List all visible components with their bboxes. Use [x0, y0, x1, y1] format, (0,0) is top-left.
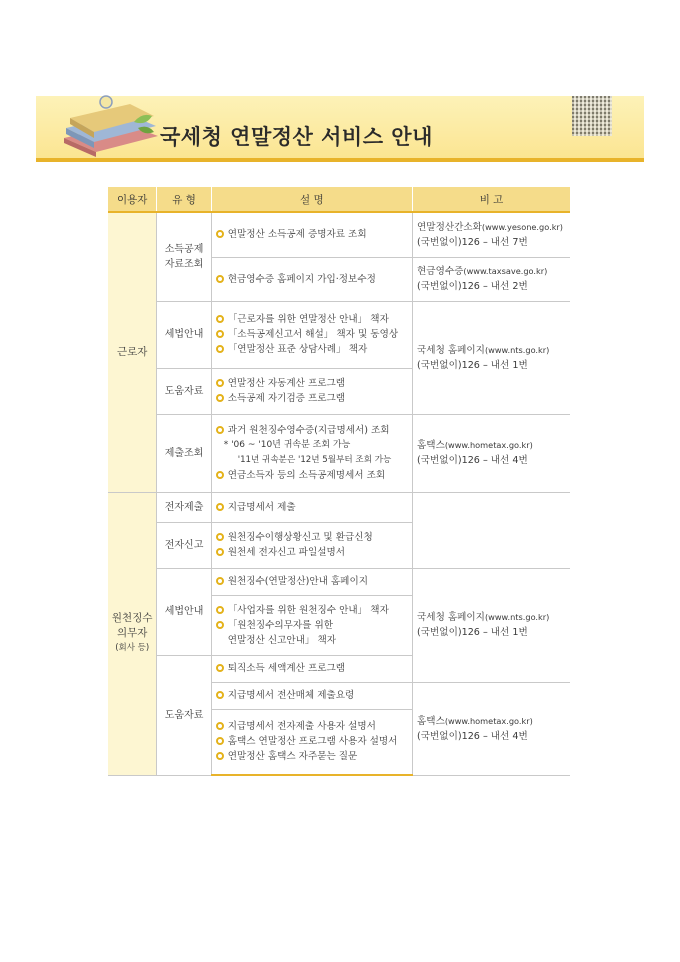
table-row	[108, 492, 570, 522]
header-type: 유 형	[157, 187, 211, 212]
bullet-icon	[216, 426, 224, 434]
bullet-icon	[216, 548, 224, 556]
bullet-icon	[216, 471, 224, 479]
user-withholder: 원천징수 의무자 (회사 등)	[108, 492, 157, 775]
desc-cell: 연말정산 소득공제 증명자료 조회	[211, 212, 412, 257]
bullet-icon	[216, 315, 224, 323]
user-worker: 근로자	[108, 212, 157, 492]
service-table	[108, 187, 570, 776]
desc-cell: 「사업자를 위한 원천징수 안내」 책자 「원천징수의무자를 위한 연말정산 신고안내」 책자	[211, 595, 412, 655]
desc-cell: 연말정산 자동계산 프로그램 소득공제 자기검증 프로그램	[211, 368, 412, 414]
bullet-icon	[216, 664, 224, 672]
desc-cell: 지급명세서 제출	[211, 492, 412, 522]
bullet-icon	[216, 503, 224, 511]
bullet-icon	[216, 621, 224, 629]
bullet-icon	[216, 275, 224, 283]
table-row	[108, 414, 570, 492]
bullet-icon	[216, 691, 224, 699]
table-row	[108, 301, 570, 368]
desc-cell: 지급명세서 전산매체 제출요령	[211, 682, 412, 709]
header-user: 이용자	[108, 187, 157, 212]
note-cell: 홈택스(www.hometax.go.kr) (국번없이)126 – 내선 4번	[413, 414, 570, 492]
desc-cell: 원천징수이행상황신고 및 환급신청 원천세 전자신고 파일설명서	[211, 522, 412, 568]
table-header-row	[108, 187, 570, 212]
desc-cell: 지급명세서 전자제출 사용자 설명서 홈택스 연말정산 프로그램 사용자 설명서 연말정산 홈택스 자주묻는 질문	[211, 709, 412, 775]
page-title: 국세청 연말정산 서비스 안내	[160, 125, 433, 149]
type-help-2: 도움자료	[157, 655, 211, 775]
bullet-icon	[216, 533, 224, 541]
note-cell: 국세청 홈페이지(www.nts.go.kr) (국번없이)126 – 내선 1번	[413, 568, 570, 682]
note-cell: 홈택스(www.hometax.go.kr) (국번없이)126 – 내선 4번	[413, 682, 570, 775]
table-row	[108, 212, 570, 257]
bullet-icon	[216, 577, 224, 585]
type-tax-guide-2: 세법안내	[157, 568, 211, 655]
bullet-icon	[216, 606, 224, 614]
bullet-icon	[216, 394, 224, 402]
table-row	[108, 568, 570, 595]
table-row	[108, 522, 570, 568]
type-help-1: 도움자료	[157, 368, 211, 414]
desc-cell: 과거 원천징수영수증(지급명세서) 조회 * '06 ~ '10년 귀속분 조회 가능 '11년 귀속분은 '12년 5월부터 조회 가능 연금소득자 등의 소득공제명세서 조회	[211, 414, 412, 492]
bullet-icon	[216, 345, 224, 353]
type-e-report: 전자신고	[157, 522, 211, 568]
bullet-icon	[216, 379, 224, 387]
note-cell: 국세청 홈페이지(www.nts.go.kr) (국번없이)126 – 내선 1번	[413, 301, 570, 414]
desc-cell: 퇴직소득 세액계산 프로그램	[211, 655, 412, 682]
desc-cell: 「근로자를 위한 연말정산 안내」 책자 「소득공제신고서 해설」 책자 및 동영상 「연말정산 표준 상담사례」 책자	[211, 301, 412, 368]
desc-cell: 현금영수증 홈페이지 가입·정보수정	[211, 257, 412, 301]
note-cell: 연말정산간소화(www.yesone.go.kr) (국번없이)126 – 내선 7번	[413, 212, 570, 257]
header-desc: 설 명	[211, 187, 412, 212]
type-tax-guide-1: 세법안내	[157, 301, 211, 368]
type-e-submit: 전자제출	[157, 492, 211, 522]
type-deduction-data: 소득공제 자료조회	[157, 212, 211, 301]
bullet-icon	[216, 752, 224, 760]
bullet-icon	[216, 722, 224, 730]
note-cell: 현금영수증(www.taxsave.go.kr) (국번없이)126 – 내선 2번	[413, 257, 570, 301]
bullet-icon	[216, 230, 224, 238]
books-illustration-icon	[60, 94, 160, 158]
desc-cell: 원천징수(연말정산)안내 홈페이지	[211, 568, 412, 595]
header-note: 비 고	[413, 187, 570, 212]
bullet-icon	[216, 330, 224, 338]
bullet-icon	[216, 737, 224, 745]
type-submit-lookup: 제출조회	[157, 414, 211, 492]
qr-code-icon	[572, 96, 612, 136]
